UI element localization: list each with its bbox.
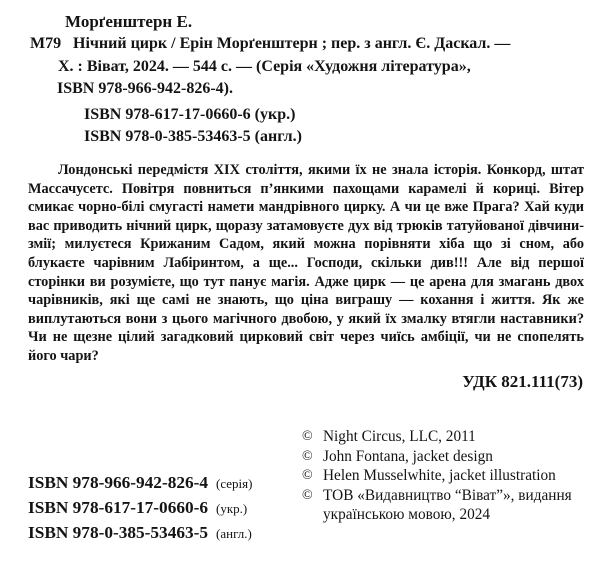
copyright-entry [302,486,586,525]
catalog-isbn-list [84,104,586,149]
isbn-number: ISBN 978-0-385-53463-5 [28,523,209,542]
copyright-icon: © [302,487,313,503]
isbn-footer-row [28,470,252,495]
isbn-footer-list [28,470,252,545]
catalog-card [30,33,586,149]
catalog-record-title: Нічний цирк / Ерін Морґенштерн ; пер. з англ. Є. Даскал. — [73,35,511,52]
copyright-entry-text: Helen Musselwhite, jacket illustration [323,467,556,484]
copyright-entry [302,447,586,467]
isbn-footer-row [28,520,252,545]
copyright-entry-text: ТОВ «Видавництво “Віват”», видання українською мовою, 2024 [323,486,572,523]
copyright-icon: © [302,448,313,464]
copyright-entry [302,427,586,447]
copyright-icon: © [302,468,313,483]
copyright-entry-text: John Fontana, jacket design [323,447,493,465]
isbn-qualifier: (серія) [216,476,253,491]
author-sign-code: М79 [30,35,62,52]
isbn-qualifier: (англ.) [216,526,252,541]
author-heading: Морґенштерн Е. [65,12,193,31]
isbn-qualifier: (укр.) [216,501,248,516]
copyright-icon: © [302,429,313,444]
isbn-number: ISBN 978-617-17-0660-6 [28,498,209,517]
catalog-isbn-ukr: ISBN 978-617-17-0660-6 (укр.) [84,105,296,123]
catalog-record-line-1 [30,33,586,56]
udc-classification: УДК 821.111(73) [462,372,583,391]
isbn-footer-row [28,495,252,520]
isbn-number: ISBN 978-966-942-826-4 [28,473,209,492]
copyright-list [302,427,586,525]
catalog-isbn-eng: ISBN 978-0-385-53463-5 (англ.) [84,128,302,145]
copyright-entry-text: Night Circus, LLC, 2011 [323,428,476,445]
copyright-entry [302,466,586,486]
catalog-record-line-3: ISBN 978-966-942-826-4). [57,80,233,97]
catalog-record-line-2: Х. : Віват, 2024. — 544 с. — (Серія «Художня література», [58,57,471,75]
annotation-paragraph: Лондонські передмістя XIX століття, якими їх не знала історія. Конкорд, штат Массачусетс. Повітря повниться п’янкими пахощами карамелі й кориці. Вітер смикає чорно-білі смугасті намети мандрівного цирку. А чи це вже Прага? Хай куди вас приводить нічний цирк, щоразу затамовуєте дух від трюків татуйованої дівчини-змії; милуєтеся Крижаним Садом, який можна порівняти хіба що зі сном, або блукаєте чарівним Лабіринтом, а ще... Господи, скільки див!!! Але від першої сторінки ви розумієте, що тут панує магія. Адже цирк — це арена для змагань двох чарівників, які ще самі не знають, що ціна виграшу — кохання і життя. Як же виплутаються вони з цього магічного двобою, у який їх змалку втягли наставники? Чи не щезне цілий загадковий цирковий світ через чиїсь амбіції, чи не спопелять його чари? [28,162,584,364]
